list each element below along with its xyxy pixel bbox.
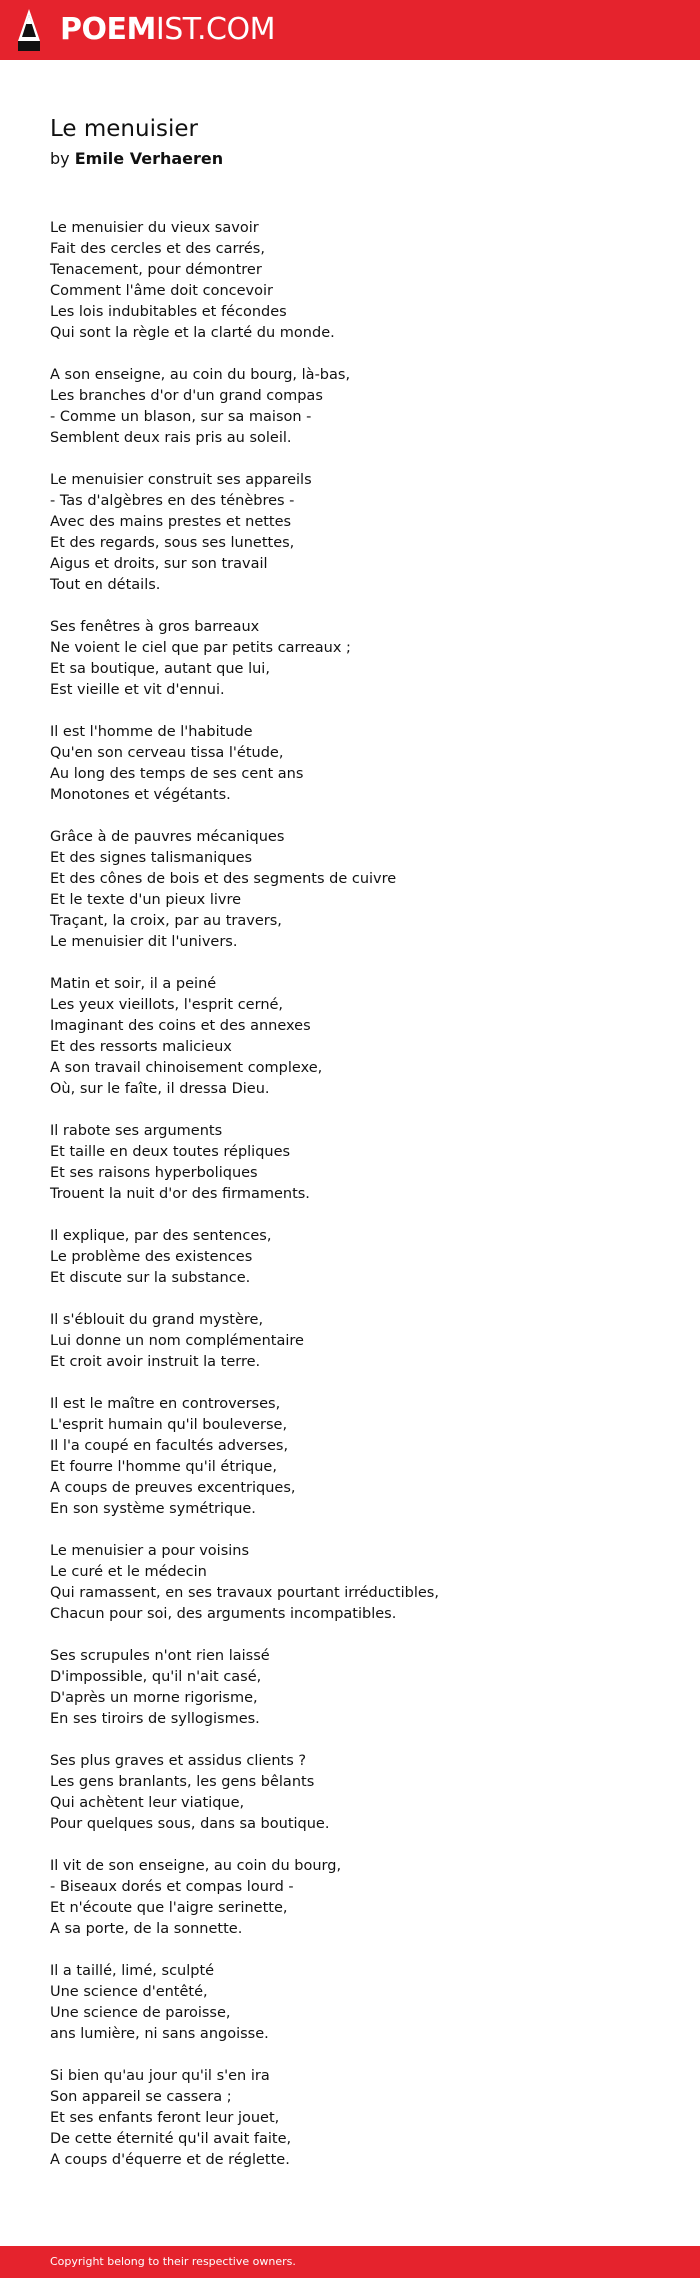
poem-stanza <box>50 617 670 701</box>
poem-line: Et discute sur la substance. <box>50 1270 251 1286</box>
poem-stanza <box>50 1856 670 1940</box>
poem-line: Fait des cercles et des carrés, <box>50 241 265 257</box>
poem-line: Qui achètent leur viatique, <box>50 1795 245 1811</box>
copyright-text: Copyright belong to their respective owners. <box>50 2255 296 2268</box>
poem-stanza <box>50 218 670 344</box>
poem-stanza <box>50 1310 670 1373</box>
poem-line: A coups de preuves excentriques, <box>50 1480 296 1496</box>
poem-line: Le menuisier a pour voisins <box>50 1543 250 1559</box>
poem-line: D'après un morne rigorisme, <box>50 1690 258 1706</box>
poem-line: Est vieille et vit d'ennui. <box>50 682 225 698</box>
poem-line: Il s'éblouit du grand mystère, <box>50 1312 264 1328</box>
site-logo[interactable] <box>60 13 275 47</box>
poem-line: Le menuisier du vieux savoir <box>50 220 259 236</box>
poem-line: Grâce à de pauvres mécaniques <box>50 829 285 845</box>
poem-line: - Tas d'algèbres en des ténèbres - <box>50 493 295 509</box>
poem-line: De cette éternité qu'il avait faite, <box>50 2131 292 2147</box>
poem-line: Aigus et droits, sur son travail <box>50 556 268 572</box>
poem-line: Traçant, la croix, par au travers, <box>50 913 282 929</box>
logo-light-text: IST.COM <box>155 12 275 47</box>
poem-line: Il explique, par des sentences, <box>50 1228 272 1244</box>
poem-line: Ne voient le ciel que par petits carreaux ; <box>50 640 351 656</box>
poem-line: Et ses raisons hyperboliques <box>50 1165 258 1181</box>
poem-line: Lui donne un nom complémentaire <box>50 1333 304 1349</box>
poem-stanza <box>50 1541 670 1625</box>
poem-line: Si bien qu'au jour qu'il s'en ira <box>50 2068 270 2084</box>
poem-stanza <box>50 1961 670 2045</box>
logo-bold-text: POEM <box>60 12 156 47</box>
poem-byline <box>50 148 223 170</box>
poem-line: Les lois indubitables et fécondes <box>50 304 287 320</box>
poem-line: A sa porte, de la sonnette. <box>50 1921 243 1937</box>
poem-line: Tenacement, pour démontrer <box>50 262 262 278</box>
poem-line: ans lumière, ni sans angoisse. <box>50 2026 269 2042</box>
poem-line: A son enseigne, au coin du bourg, là-bas, <box>50 367 351 383</box>
poem-line: Il est le maître en controverses, <box>50 1396 281 1412</box>
poem-line: Semblent deux rais pris au soleil. <box>50 430 292 446</box>
poem-line: Le curé et le médecin <box>50 1564 207 1580</box>
poem-line: Ses scrupules n'ont rien laissé <box>50 1648 270 1664</box>
poem-stanza <box>50 1751 670 1835</box>
poem-line: Et taille en deux toutes répliques <box>50 1144 291 1160</box>
poem-body <box>50 218 670 2192</box>
poem-line: - Biseaux dorés et compas lourd - <box>50 1879 294 1895</box>
poem-line: Tout en détails. <box>50 577 161 593</box>
poem-line: Et n'écoute que l'aigre serinette, <box>50 1900 288 1916</box>
poem-line: Monotones et végétants. <box>50 787 231 803</box>
poem-line: Il vit de son enseigne, au coin du bourg, <box>50 1858 342 1874</box>
poem-stanza <box>50 1121 670 1205</box>
poem-line: Chacun pour soi, des arguments incompatibles. <box>50 1606 397 1622</box>
by-label: by <box>50 149 70 168</box>
poem-line: Et des ressorts malicieux <box>50 1039 232 1055</box>
poem-line: Le problème des existences <box>50 1249 253 1265</box>
poem-line: Les yeux vieillots, l'esprit cerné, <box>50 997 284 1013</box>
poem-stanza <box>50 1646 670 1730</box>
poem-line: Et des signes talismaniques <box>50 850 253 866</box>
poem-line: A coups d'équerre et de réglette. <box>50 2152 290 2168</box>
poem-line: Et des cônes de bois et des segments de cuivre <box>50 871 397 887</box>
poem-line: Le menuisier construit ses appareils <box>50 472 312 488</box>
poem-line: Matin et soir, il a peiné <box>50 976 217 992</box>
site-header <box>0 0 700 60</box>
poem-stanza <box>50 470 670 596</box>
poem-line: Une science d'entêté, <box>50 1984 208 2000</box>
pencil-logo-icon[interactable] <box>18 9 40 51</box>
poem-line: Ses plus graves et assidus clients ? <box>50 1753 307 1769</box>
poem-line: Et le texte d'un pieux livre <box>50 892 242 908</box>
site-footer <box>0 2246 700 2278</box>
poem-line: Et des regards, sous ses lunettes, <box>50 535 295 551</box>
poem-stanza <box>50 974 670 1100</box>
poem-line: En son système symétrique. <box>50 1501 256 1517</box>
poem-author: Emile Verhaeren <box>74 149 224 168</box>
poem-line: Avec des mains prestes et nettes <box>50 514 292 530</box>
poem-line: Il est l'homme de l'habitude <box>50 724 253 740</box>
poem-line: Et sa boutique, autant que lui, <box>50 661 270 677</box>
poem-line: D'impossible, qu'il n'ait casé, <box>50 1669 262 1685</box>
poem-stanza <box>50 2066 670 2171</box>
poem-line: Il l'a coupé en facultés adverses, <box>50 1438 289 1454</box>
poem-line: Pour quelques sous, dans sa boutique. <box>50 1816 330 1832</box>
poem-line: Imaginant des coins et des annexes <box>50 1018 311 1034</box>
poem-line: Les gens branlants, les gens bêlants <box>50 1774 315 1790</box>
poem-stanza <box>50 1394 670 1520</box>
poem-line: Et fourre l'homme qu'il étrique, <box>50 1459 277 1475</box>
poem-line: Qu'en son cerveau tissa l'étude, <box>50 745 284 761</box>
poem-line: A son travail chinoisement complexe, <box>50 1060 323 1076</box>
poem-line: Comment l'âme doit concevoir <box>50 283 273 299</box>
poem-line: Ses fenêtres à gros barreaux <box>50 619 260 635</box>
poem-line: Il rabote ses arguments <box>50 1123 223 1139</box>
poem-line: Qui ramassent, en ses travaux pourtant irréductibles, <box>50 1585 439 1601</box>
poem-line: Une science de paroisse, <box>50 2005 231 2021</box>
poem-line: Qui sont la règle et la clarté du monde. <box>50 325 335 341</box>
poem-line: Les branches d'or d'un grand compas <box>50 388 323 404</box>
poem-line: Le menuisier dit l'univers. <box>50 934 238 950</box>
poem-title: Le menuisier <box>50 116 198 142</box>
poem-line: En ses tiroirs de syllogismes. <box>50 1711 260 1727</box>
poem-line: Au long des temps de ses cent ans <box>50 766 304 782</box>
poem-stanza <box>50 722 670 806</box>
poem-stanza <box>50 1226 670 1289</box>
poem-line: Son appareil se cassera ; <box>50 2089 232 2105</box>
poem-line: L'esprit humain qu'il bouleverse, <box>50 1417 288 1433</box>
poem-stanza <box>50 365 670 449</box>
poem-stanza <box>50 827 670 953</box>
poem-line: Où, sur le faîte, il dressa Dieu. <box>50 1081 270 1097</box>
poem-line: Trouent la nuit d'or des firmaments. <box>50 1186 310 1202</box>
poem-line: Il a taillé, limé, sculpté <box>50 1963 215 1979</box>
poem-line: - Comme un blason, sur sa maison - <box>50 409 312 425</box>
poem-line: Et ses enfants feront leur jouet, <box>50 2110 280 2126</box>
poem-line: Et croit avoir instruit la terre. <box>50 1354 261 1370</box>
